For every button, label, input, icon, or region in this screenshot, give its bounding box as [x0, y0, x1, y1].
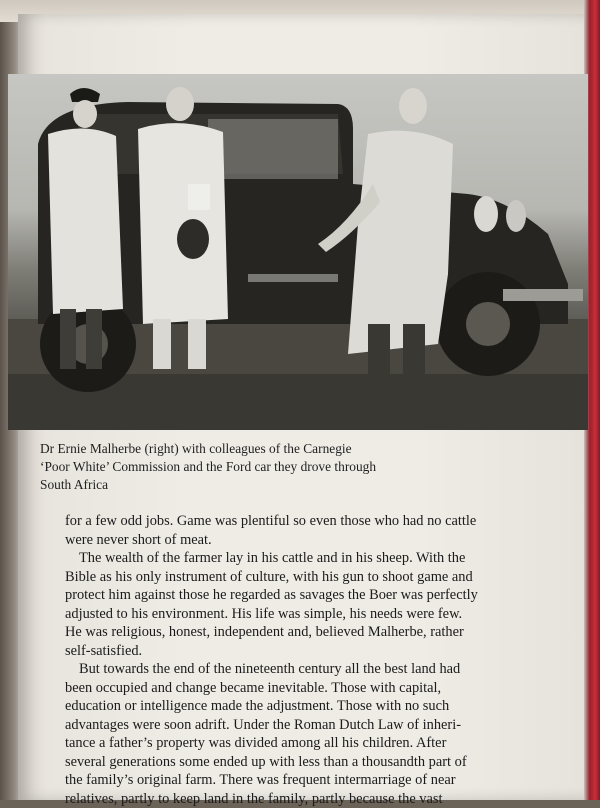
text-line: the family’s original farm. There was frequent intermarriage of near	[65, 771, 580, 790]
historical-photograph	[8, 74, 588, 430]
text-line: been occupied and change became inevitable. Those with capital,	[65, 679, 580, 698]
text-line: protect him against those he regarded as savages the Boer was perfectly	[65, 586, 580, 605]
paragraph	[65, 512, 580, 549]
windshield	[208, 119, 338, 179]
text-line: relatives, partly to keep land in the family, partly because the vast	[65, 790, 580, 808]
photo-caption	[40, 440, 560, 494]
text-line: advantages were soon adrift. Under the Roman Dutch Law of inheri-	[65, 716, 580, 735]
paragraph	[65, 660, 580, 808]
text-line: Bible as his only instrument of culture, with his gun to shoot game and	[65, 568, 580, 587]
text-line: several generations some ended up with less than a thousandth part of	[65, 753, 580, 772]
caption-line: ‘Poor White’ Commission and the Ford car they drove through	[40, 458, 560, 476]
headlamp	[474, 196, 498, 232]
text-line: tance a father’s property was divided among all his children. After	[65, 734, 580, 753]
text-line: were never short of meat.	[65, 531, 580, 550]
body-text	[65, 512, 580, 808]
front-bumper	[503, 289, 583, 301]
caption-line: South Africa	[40, 476, 560, 494]
text-line: for a few odd jobs. Game was plentiful so even those who had no cattle	[65, 512, 580, 531]
text-line: self-satisfied.	[65, 642, 580, 661]
paragraph	[65, 549, 580, 660]
text-line: education or intelligence made the adjustment. Those with no such	[65, 697, 580, 716]
text-line: The wealth of the farmer lay in his cattle and in his sheep. With the	[65, 549, 580, 568]
text-line: But towards the end of the nineteenth century all the best land had	[65, 660, 580, 679]
photograph-illustration	[8, 74, 588, 430]
caption-line: Dr Ernie Malherbe (right) with colleagues of the Carnegie	[40, 440, 560, 458]
text-line: adjusted to his environment. His life was simple, his needs were few.	[65, 605, 580, 624]
text-line: He was religious, honest, independent and, believed Malherbe, rather	[65, 623, 580, 642]
